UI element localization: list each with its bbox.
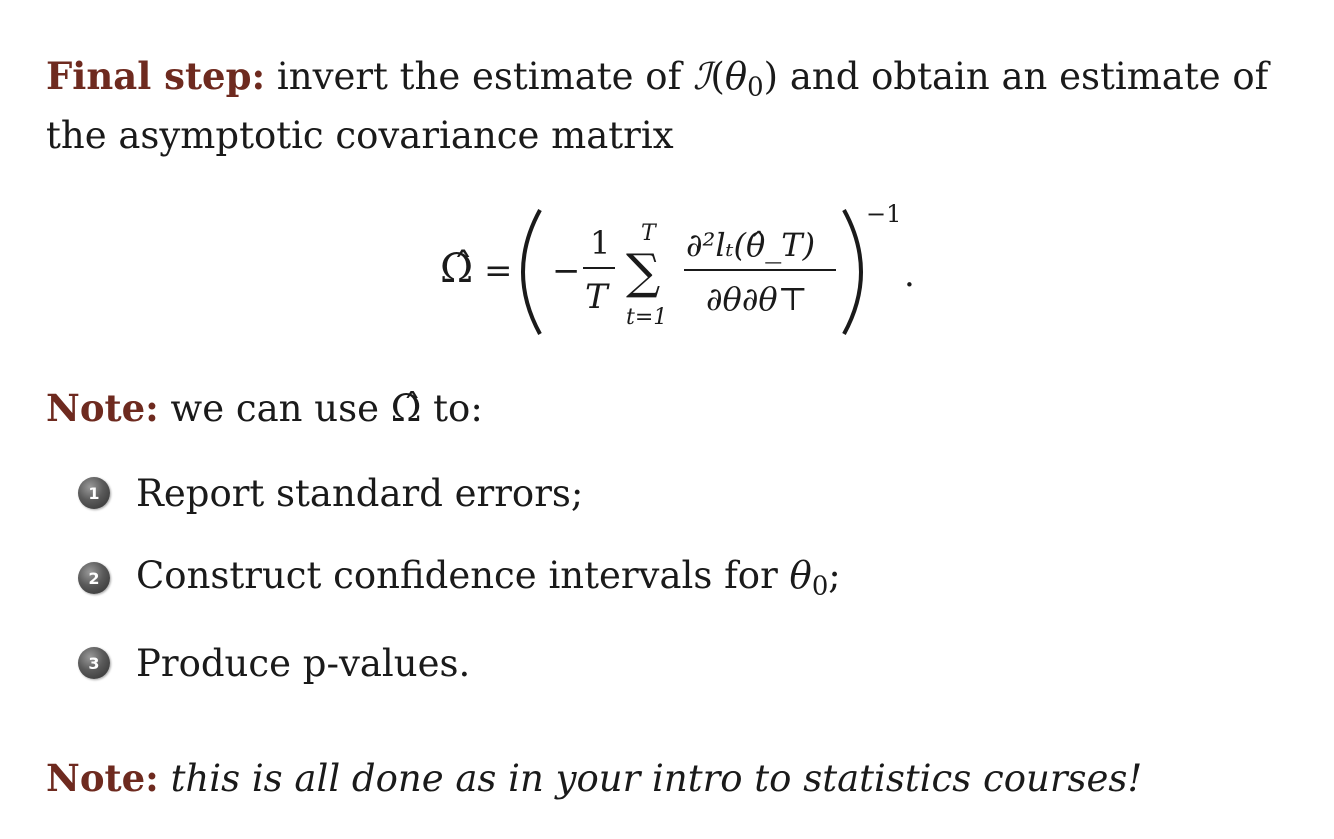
derivative-denominator: ∂θ∂θ⊤	[706, 280, 808, 318]
note-2	[46, 748, 1142, 809]
list-item-suffix: ;	[828, 554, 841, 598]
list-item-text: Report standard errors;	[136, 471, 584, 515]
note-2-label: Note:	[46, 756, 159, 800]
note-1-text-after: to:	[421, 387, 483, 430]
derivative-numerator: ∂²lₜ(θ̂_T)	[686, 226, 816, 264]
note-1-text-before: we can use	[158, 387, 391, 430]
sum-symbol: ∑	[626, 244, 661, 300]
list-item-1	[78, 468, 583, 518]
theta-subscript: 0	[747, 72, 764, 103]
inverse-exponent: −1	[866, 200, 902, 228]
paren-open: (	[710, 55, 725, 98]
formula-minus: −	[552, 251, 581, 291]
list-number-badge: 3	[78, 647, 110, 679]
right-paren	[844, 210, 861, 334]
final-step-text-after: and obtain an estimate of	[778, 55, 1269, 98]
formula-period: .	[904, 255, 915, 295]
formula-lhs: Ω̂	[440, 246, 474, 292]
list-number-badge: 2	[78, 562, 110, 594]
list-item-3	[78, 638, 470, 688]
sum-upper-limit: T	[641, 221, 656, 246]
final-step-line-2: the asymptotic covariance matrix	[46, 114, 674, 157]
list-item-text-main: Construct confidence intervals for	[136, 554, 790, 598]
final-step-text-before: invert the estimate of	[265, 55, 694, 98]
list-number-badge: 1	[78, 477, 110, 509]
theta-subscript: 0	[811, 571, 829, 602]
left-paren	[523, 210, 540, 334]
theta-symbol: θ	[789, 554, 812, 598]
theta-symbol: θ	[724, 55, 748, 98]
list-item-text: Produce p-values.	[136, 641, 471, 685]
fisher-information-symbol: ℐ	[693, 55, 711, 98]
formula-equals: =	[484, 251, 513, 291]
list-item-text	[136, 554, 841, 601]
paren-close: )	[763, 55, 779, 98]
covariance-formula	[0, 196, 1334, 346]
note-1-label: Note:	[46, 386, 159, 430]
note-2-text: this is all done as in your intro to statistics courses!	[170, 757, 1143, 800]
list-item-2	[78, 553, 841, 603]
omega-hat-symbol: Ω̂	[390, 387, 422, 430]
note-1	[46, 378, 483, 439]
final-step-label: Final step:	[46, 54, 266, 98]
fraction-numerator: 1	[590, 224, 611, 262]
note-2-spacer	[159, 757, 171, 800]
sum-lower-limit: t=1	[626, 305, 668, 330]
fraction-denominator: T	[585, 277, 608, 317]
